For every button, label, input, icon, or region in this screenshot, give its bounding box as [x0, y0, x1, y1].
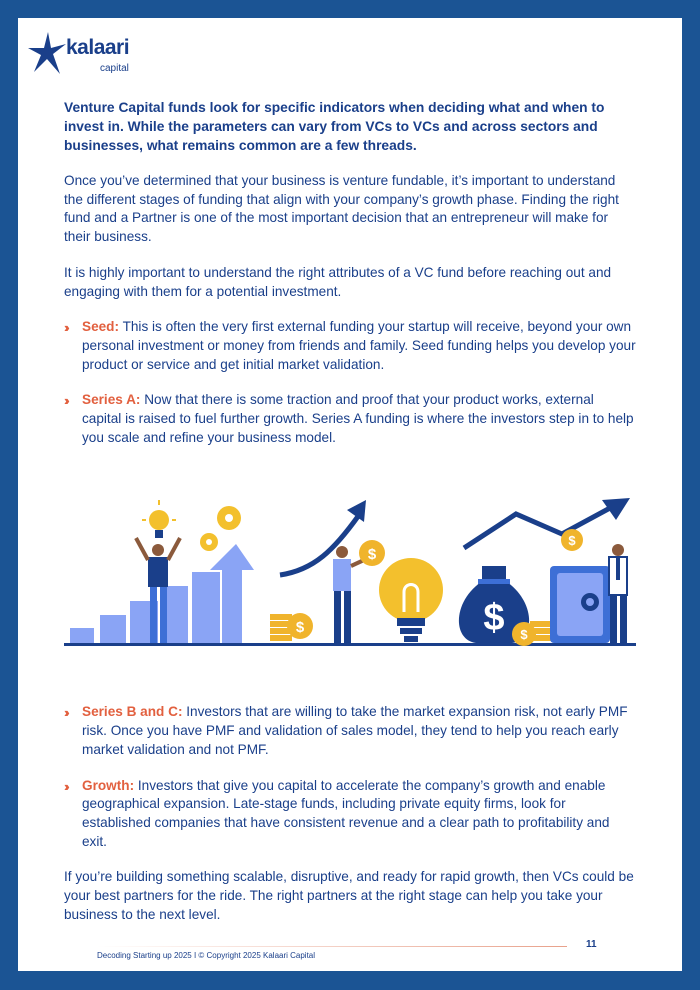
growth-bars [70, 572, 220, 643]
coin-dollar-sign: $ [520, 627, 528, 642]
stage-series-b-c [64, 703, 636, 759]
ground-line [64, 643, 636, 646]
growth-illustration [64, 480, 636, 650]
footer-divider [97, 946, 567, 947]
stage-term: Series B and C: [82, 704, 183, 720]
kalaari-star-icon [28, 30, 68, 78]
stage-term: Series A: [82, 392, 141, 408]
bag-dollar-sign: $ [483, 597, 505, 639]
lightbulb-icon [379, 558, 443, 642]
intro-paragraph-1: Once you’ve determined that your business is venture fundable, it’s important to understand the different stages of funding that align with your company’s growth phase. Finding the right fund and a Partner is one of the most important decision that an entrepreneur will make for their business. [64, 173, 619, 245]
closing-paragraph: If you’re building something scalable, disruptive, and ready for rapid growth, then VCs could be your best partners for the ride. The right partners at the right stage can help you take your business to the next level. [64, 869, 634, 922]
lightbulb-idea-icon [142, 500, 176, 538]
kalaari-logo [28, 28, 138, 80]
trend-arrow [464, 508, 610, 548]
stage-text: Now that there is some traction and proof that your product works, external capital is raised to fuel further growth. Series A funding is where the investors step in to help you scale and refine your business model. [82, 392, 634, 445]
stage-growth [64, 777, 636, 852]
stage-term: Growth: [82, 777, 135, 793]
coin-dollar-sign: $ [568, 533, 576, 548]
footer-text: Decoding Starting up 2025 I © Copyright 2025 Kalaari Capital [97, 951, 316, 960]
intro-lead: Venture Capital funds look for specific indicators when deciding what and when to invest in. While the parameters can vary from VCs to VCs and across sectors and businesses, what remains common are a few threads. [64, 100, 605, 153]
coin-dollar-sign: $ [295, 619, 305, 636]
stage-seed [64, 318, 636, 374]
stage-text: Investors that are willing to take the market expansion risk, not early PMF risk. Once you have PMF and validation of sales model, they tend to help you reach early market validation and not PMF. [82, 704, 628, 757]
safe-icon [550, 566, 610, 643]
person-businessman [609, 544, 627, 643]
stage-series-a [64, 391, 636, 447]
person-holding-coin [333, 546, 364, 643]
chevron-right-icon: ›› [64, 320, 67, 336]
chevron-right-icon: ›› [64, 778, 67, 794]
chevron-right-icon: ›› [64, 393, 67, 409]
page-number: 11 [586, 939, 597, 950]
document-page [18, 18, 682, 971]
logo-name: kalaari [66, 36, 130, 59]
coin-dollar-sign: $ [367, 546, 377, 563]
intro-paragraph-2: It is highly important to understand the right attributes of a VC fund before reaching out and engaging with them for a potential investment. [64, 264, 612, 299]
gear-icon [200, 506, 241, 551]
stage-term: Seed: [82, 319, 120, 335]
logo-sub: capital [100, 63, 129, 74]
stage-text: Investors that give you capital to accelerate the company’s growth and enable geographical expansion. Late-stage funds, including private equity firms, look for established companies that have consistent revenue and a clear path to profitability and exit. [82, 777, 610, 849]
stage-text: This is often the very first external funding your startup will receive, beyond your own personal investment or money from friends and family. Seed funding helps you develop your product or service and get initial market validation. [82, 319, 636, 372]
chevron-right-icon: ›› [64, 705, 67, 721]
